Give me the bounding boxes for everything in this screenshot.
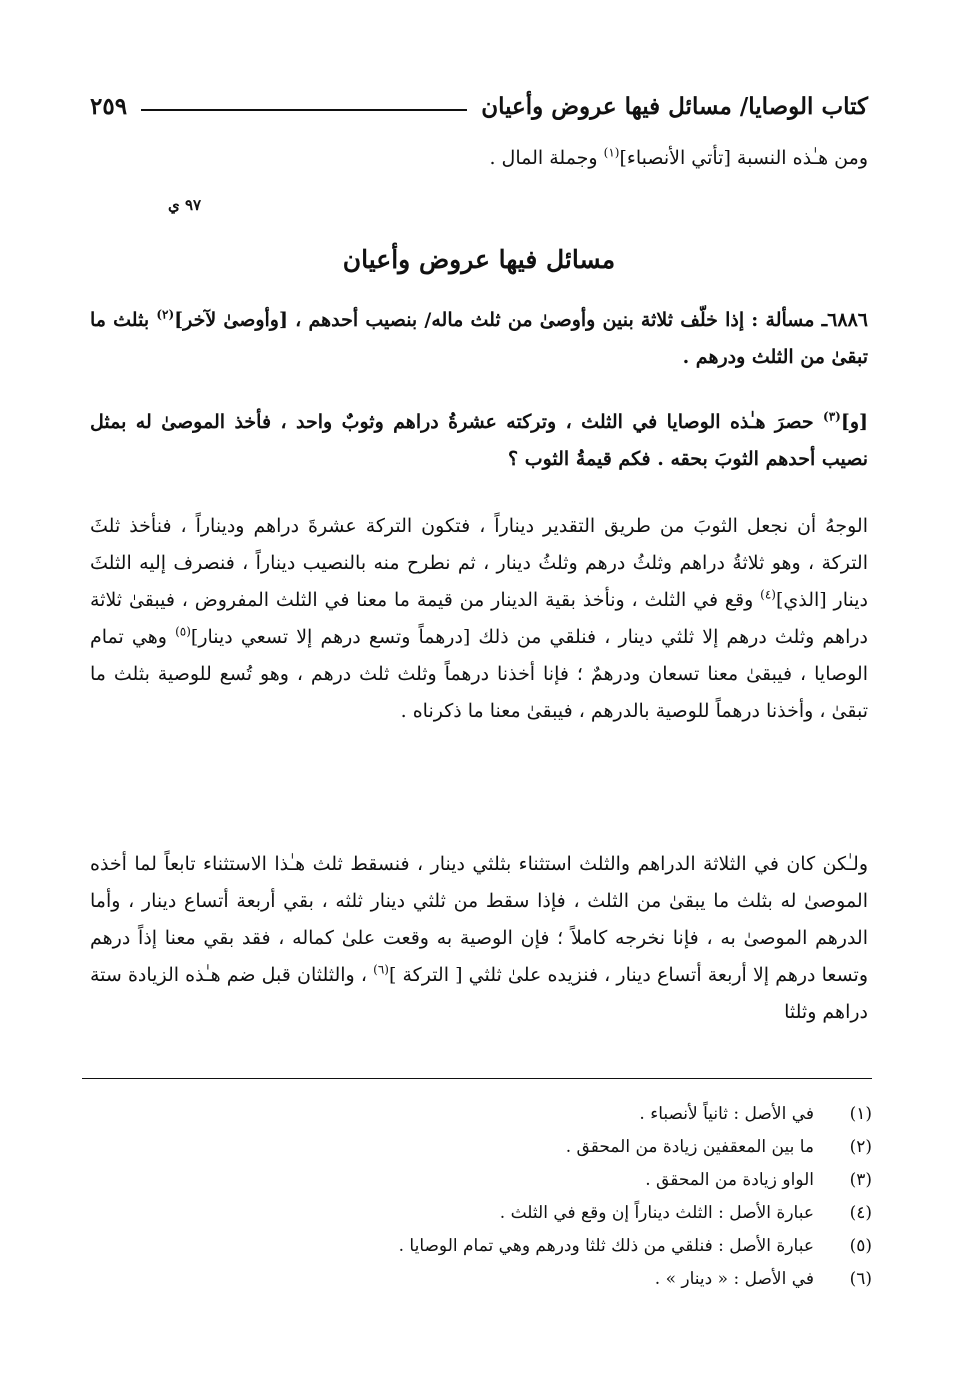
condition-text: [و] (840, 411, 868, 433)
footnote-separator (82, 1078, 872, 1079)
footnote (90, 1263, 872, 1296)
footnote-text: في الأصل : « دينار » . (654, 1269, 814, 1289)
condition-text: حصرَ هـٰذه الوصايا في الثلث ، وتركته عشرةُ دراهم وثوبٌ واحد ، فأخذ الموصىٰ له بمثل نصيب أحدهم الثوبَ بحقه . فكم قيمةُ الثوب ؟ (90, 411, 868, 470)
footnote-ref: (١) (603, 145, 620, 160)
continuation-text: وجملة المال . (489, 147, 604, 169)
footnote-text: الواو زيادة من المحقق . (645, 1170, 814, 1190)
footnote-ref: (٣) (823, 409, 841, 424)
footnote (90, 1098, 872, 1131)
continuation-line (90, 140, 868, 176)
footnote-number: (٦) (849, 1269, 872, 1289)
section-heading: مسائل فيها عروض وأعيان (342, 245, 616, 274)
footnote-ref: (٥) (175, 624, 191, 639)
footnote (90, 1197, 872, 1230)
footnote (90, 1164, 872, 1197)
footnote-text: عبارة الأصل : الثلث ديناراً إن وقع في الثلث . (499, 1203, 814, 1223)
footnote-text: عبارة الأصل : فنلقي من ذلك ثلثا ودرهم وهي تمام الوصايا . (398, 1236, 814, 1256)
footnote-number: (٢) (849, 1137, 872, 1157)
condition-paragraph (90, 404, 868, 478)
footnote-ref: (٦) (373, 962, 389, 977)
footnote-ref: (٤) (760, 587, 776, 602)
problem-text: : إذا خلّف ثلاثة بنين وأوصىٰ من ثلث ماله/ بنصيب أحدهم ، [وأوصىٰ لآخر] (174, 309, 766, 331)
problem-paragraph (90, 302, 868, 376)
continuation-text: ومن هـٰذه النسبة [تأتي الأنصباء] (619, 147, 868, 169)
footnote-text: في الأصل : ثانياً لأنصباء . (639, 1104, 814, 1124)
margin-note: ٩٧ ي (168, 196, 202, 214)
footnote (90, 1230, 872, 1263)
solution-paragraph-1 (90, 508, 868, 730)
page-number: ٢٥٩ (90, 92, 128, 120)
header-rule (141, 109, 467, 111)
footnote-text: ما بين المعقفين زيادة من المحقق . (565, 1137, 814, 1157)
footnote-number: (٤) (849, 1203, 872, 1223)
footnotes (90, 1098, 872, 1296)
footnote-number: (٥) (849, 1236, 872, 1256)
body-text: الوجهُ أن نجعل الثوبَ من طريق التقدير ديناراً ، فتكون التركة عشرةَ دراهم وديناراً ، فنأخذ ثلثَ التركة ، وهو ثلاثةُ دراهم وثلثُ درهم وثلثُ دينار ، ثم نطرح منه بالنصيب ديناراً ، فنصرف إليه الثلثَ دينار [الذي] (90, 515, 868, 611)
running-header (90, 86, 868, 126)
header-title: كتاب الوصايا/ مسائل فيها عروض وأعيان (481, 92, 868, 120)
body-text: وقع في الثلث ، ونأخذ بقية الدينار من قيمة ما معنا في الثلث المفروض ، فيبقىٰ ثلاثة دراهم وثلث درهم إلا ثلثي دينار ، فنلقي من ذلك [درهماً وتسع درهم إلا تسعي دينار] (90, 589, 868, 648)
footnote-ref: (٢) (156, 307, 175, 322)
body-text: ، والثلثان قبل ضم هـٰذه الزيادة ستة دراهم وثلثا (90, 964, 868, 1023)
footnote-number: (١) (849, 1104, 872, 1124)
problem-text: بثلث ما تبقىٰ من الثلث ودرهم . (90, 309, 868, 368)
body-text: وهي تمام الوصايا ، فيبقىٰ معنا تسعان ودرهمٌ ؛ فإنا أخذنا درهماً وثلث ثلث درهم ، وهو تُسع للوصية بثلث ما تبقىٰ ، وأخذنا درهماً للوصية بالدرهم ، فيبقىٰ معنا ما ذكرناه . (90, 626, 868, 722)
footnote (90, 1131, 872, 1164)
solution-paragraph-2 (90, 846, 868, 1031)
footnote-number: (٣) (849, 1170, 872, 1190)
problem-number: ٦٨٨٦ـ مسألة (765, 309, 868, 331)
body-text: ولـٰكن كان في الثلاثة الدراهم والثلث استثناء بثلثي دينار ، فنسقط ثلث هـٰذا الاستثناء تابعاً لما أخذه الموصىٰ له بثلث ما يبقىٰ من الثلث ، فإذا سقط من ثلثي دينار ثلثه ، بقي أربعة أتساع دينار ، وأما الدرهم الموصىٰ به ، فإنا نخرجه كاملاً ؛ فإن الوصية به وقعت علىٰ كماله ، فقد بقي معنا إذاً درهم وتسعا درهم إلا أربعة أتساع دينار ، فنزيده علىٰ ثلثي [ التركة ] (90, 853, 868, 986)
